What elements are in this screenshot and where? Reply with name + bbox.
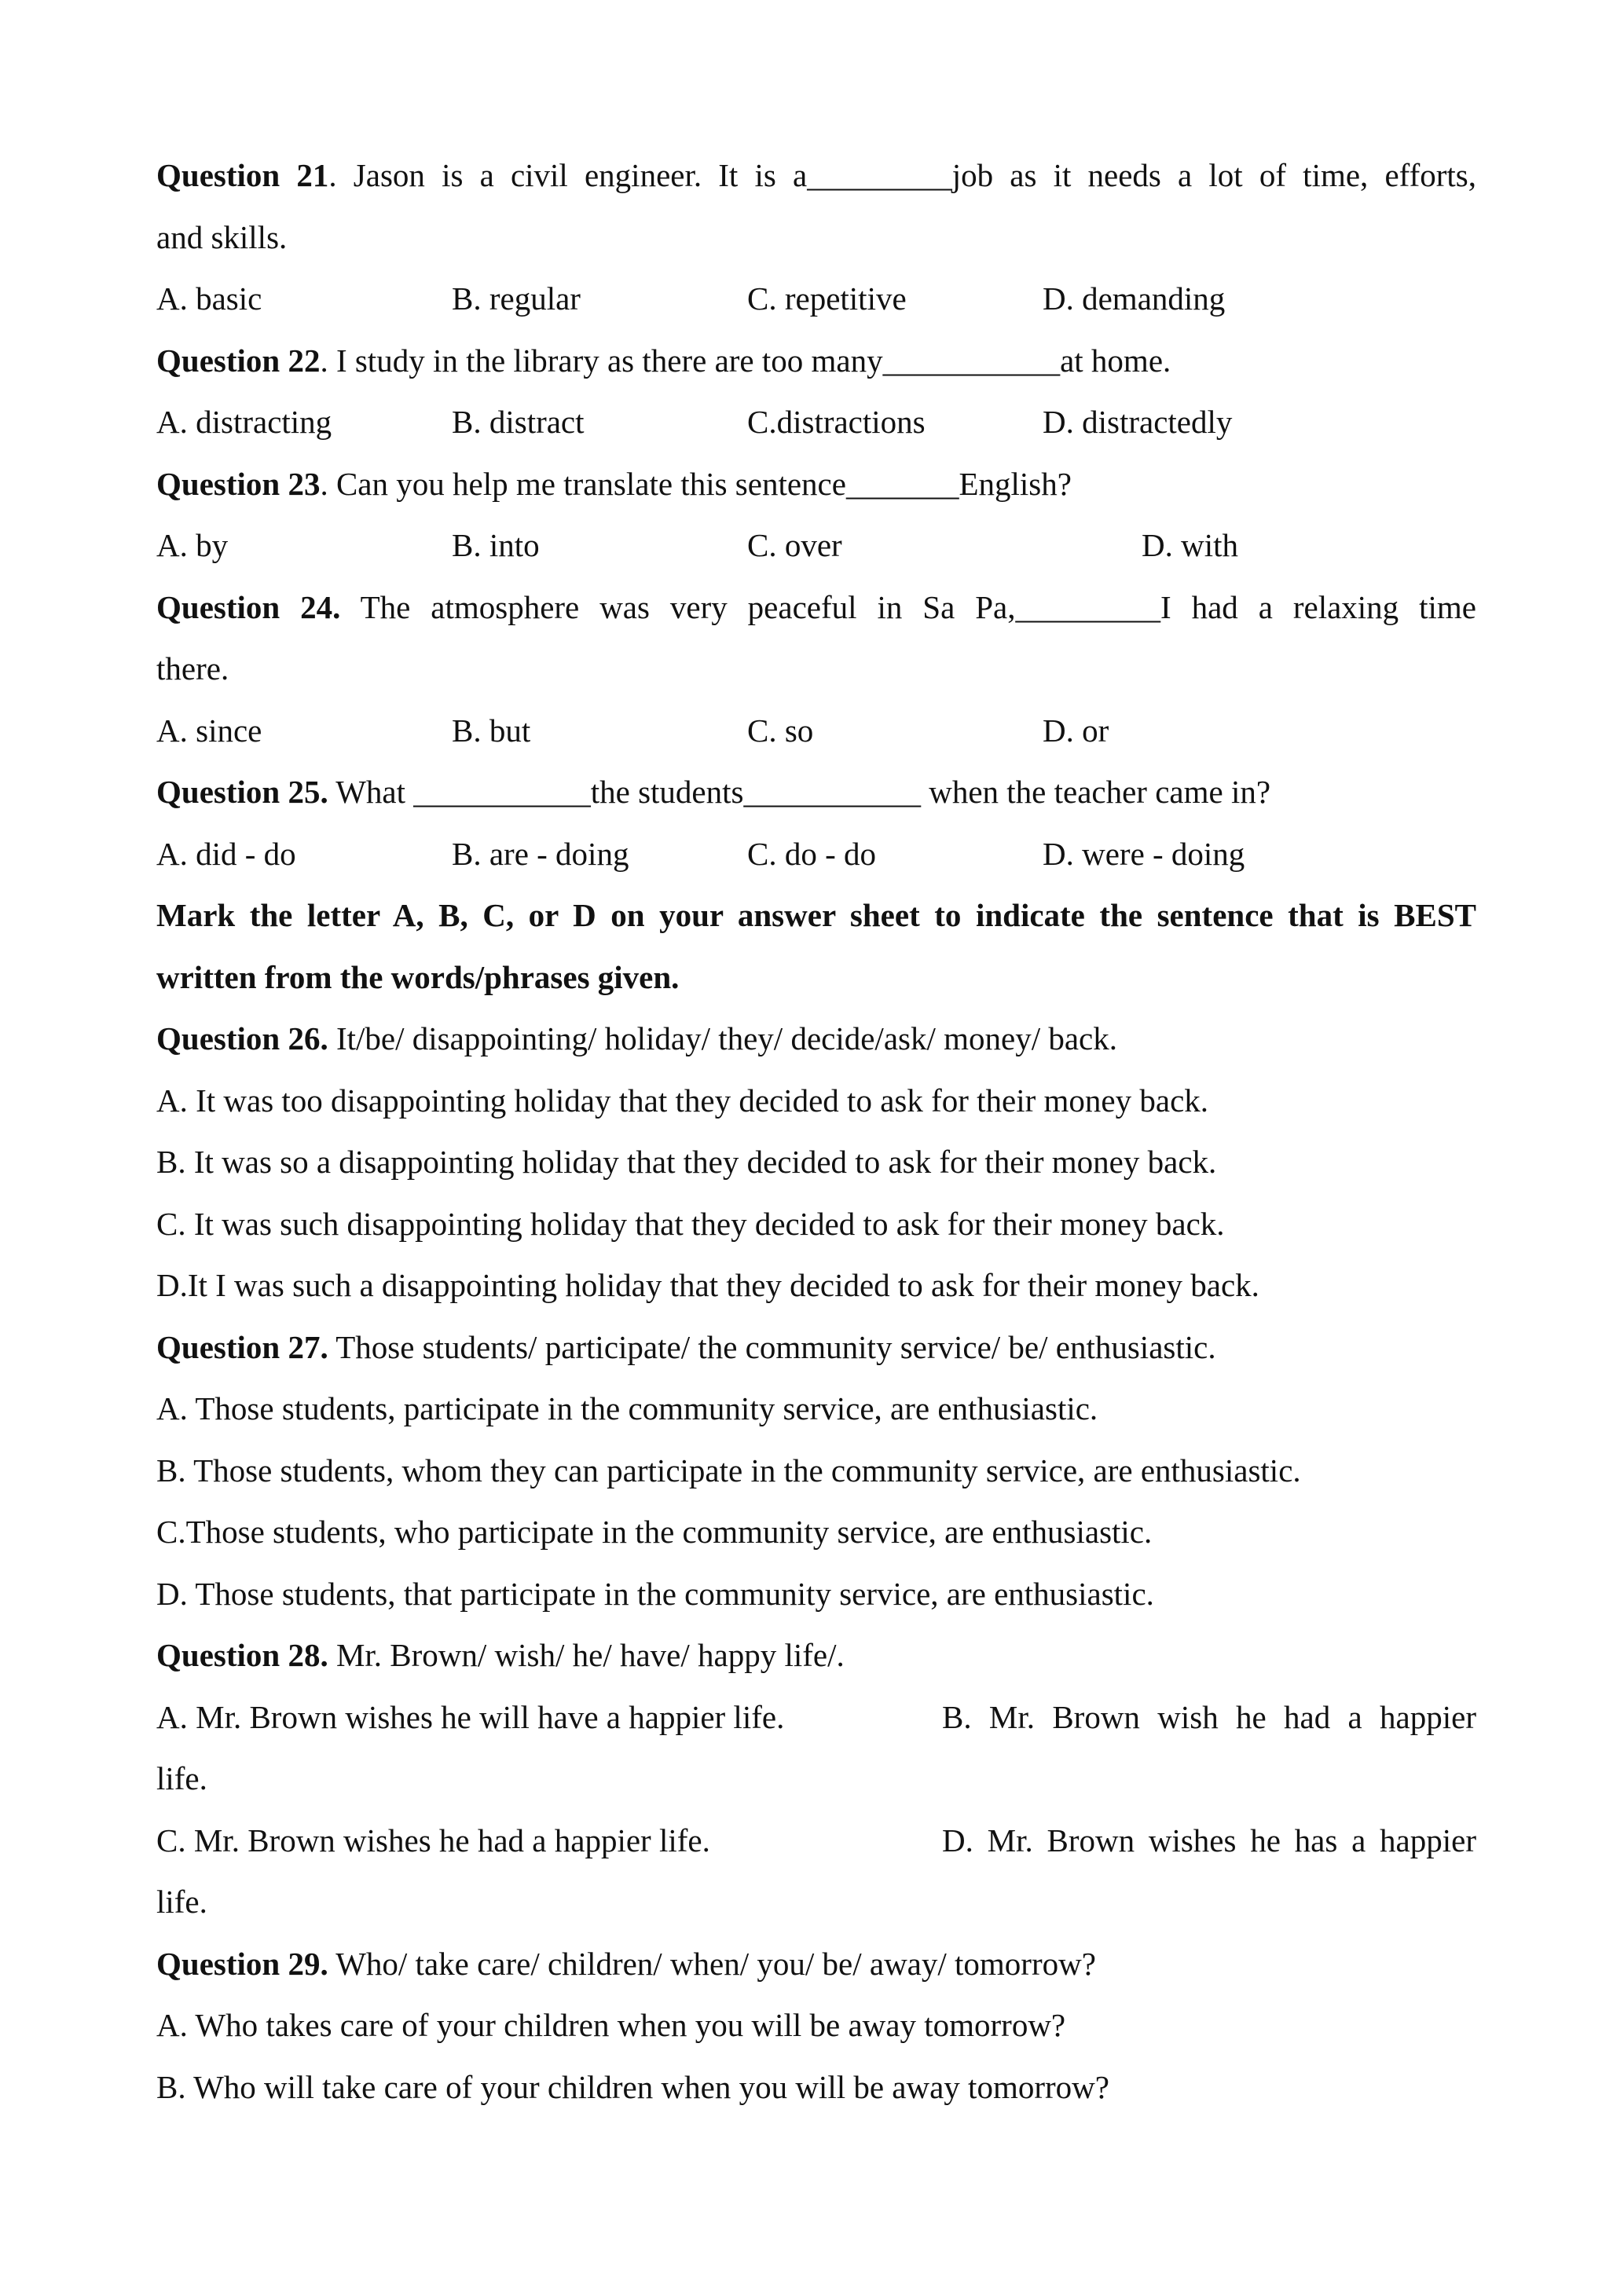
option-c: C. so bbox=[747, 712, 814, 749]
question-29-stem bbox=[156, 1933, 1476, 1995]
question-23-stem bbox=[156, 453, 1476, 515]
option-a: A. It was too disappointing holiday that they decided to ask for their money back. bbox=[156, 1082, 1209, 1119]
option-d: D. or bbox=[1043, 712, 1109, 749]
question-text: What bbox=[328, 774, 414, 810]
question-23-options bbox=[156, 514, 1476, 577]
option-d: D. Those students, that participate in the community service, are enthusiastic. bbox=[156, 1575, 1154, 1612]
question-label: Question 27. bbox=[156, 1328, 328, 1365]
question-24-options bbox=[156, 700, 1476, 762]
question-text: . I study in the library as there are too many bbox=[320, 342, 883, 379]
option-b: B. Those students, whom they can participate in the community service, are enthusiastic. bbox=[156, 1452, 1301, 1489]
question-21-stem bbox=[156, 145, 1476, 207]
question-24-stem bbox=[156, 577, 1476, 639]
question-28-options-ab bbox=[156, 1686, 1476, 1749]
question-27-stem bbox=[156, 1316, 1476, 1379]
question-28-stem bbox=[156, 1624, 1476, 1686]
option-a: A. Who takes care of your children when you will be away tomorrow? bbox=[156, 2007, 1066, 2043]
question-label: Question 23 bbox=[156, 465, 321, 502]
option-b: B. It was so a disappointing holiday that they decided to ask for their money back. bbox=[156, 1144, 1217, 1180]
option-c: C. Mr. Brown wishes he had a happier life. bbox=[156, 1822, 710, 1858]
question-label: Question 21 bbox=[156, 157, 329, 193]
option-b: B. into bbox=[452, 527, 540, 563]
option-c: C. do - do bbox=[747, 835, 876, 872]
option-c: C. It was such disappointing holiday that they decided to ask for their money back. bbox=[156, 1205, 1225, 1242]
question-text: Who/ take care/ children/ when/ you/ be/ away/ tomorrow? bbox=[328, 1945, 1096, 1982]
question-22-stem bbox=[156, 330, 1476, 392]
option-d-cont: life. bbox=[156, 1884, 207, 1920]
question-text: I had a relaxing time bbox=[1160, 588, 1476, 625]
option-c: C.distractions bbox=[747, 404, 926, 440]
answer-blank: _________ bbox=[1015, 588, 1160, 625]
exam-page bbox=[156, 145, 1476, 2118]
question-25-stem bbox=[156, 761, 1476, 823]
question-label: Question 29. bbox=[156, 1945, 328, 1982]
answer-blank: _________ bbox=[807, 157, 952, 193]
option-a: A. Mr. Brown wishes he will have a happier life. bbox=[156, 1698, 785, 1735]
question-21-stem-cont: and skills. bbox=[156, 218, 288, 255]
answer-blank: ___________ bbox=[743, 774, 921, 810]
option-b: B. Mr. Brown wish he had a happier bbox=[942, 1698, 1476, 1735]
question-text: job as it needs a lot of time, efforts, bbox=[951, 157, 1476, 193]
answer-blank: ___________ bbox=[882, 342, 1061, 379]
question-label: Question 22 bbox=[156, 342, 321, 379]
question-text: The atmosphere was very peaceful in Sa Pa, bbox=[340, 588, 1016, 625]
option-c: C.Those students, who participate in the community service, are enthusiastic. bbox=[156, 1514, 1153, 1550]
option-b: B. are - doing bbox=[452, 835, 629, 872]
option-d: D. were - doing bbox=[1043, 835, 1245, 872]
question-26-stem bbox=[156, 1008, 1476, 1070]
option-c: C. repetitive bbox=[747, 280, 907, 317]
question-label: Question 25. bbox=[156, 774, 328, 810]
question-label: Question 28. bbox=[156, 1637, 328, 1673]
question-text: the students bbox=[590, 774, 744, 810]
section-instruction: Mark the letter A, B, C, or D on your answer sheet to indicate the sentence that is BEST bbox=[156, 897, 1476, 933]
question-22-options bbox=[156, 391, 1476, 453]
question-text: . Jason is a civil engineer. It is a bbox=[328, 157, 808, 193]
option-a: A. distracting bbox=[156, 404, 332, 440]
option-d: D. distractedly bbox=[1043, 404, 1233, 440]
option-b: B. but bbox=[452, 712, 531, 749]
question-text: English? bbox=[959, 465, 1072, 502]
question-text: Those students/ participate/ the community service/ be/ enthusiastic. bbox=[328, 1328, 1216, 1365]
answer-blank: ___________ bbox=[413, 774, 591, 810]
question-24-stem-cont: there. bbox=[156, 650, 229, 687]
option-d: D.It I was such a disappointing holiday that they decided to ask for their money back. bbox=[156, 1267, 1259, 1303]
option-a: A. since bbox=[156, 712, 262, 749]
option-b: B. distract bbox=[452, 404, 585, 440]
answer-blank: _______ bbox=[845, 465, 959, 502]
section-instruction-cont: written from the words/phrases given. bbox=[156, 958, 680, 995]
question-text: . Can you help me translate this sentence bbox=[320, 465, 846, 502]
option-a: A. basic bbox=[156, 280, 262, 317]
option-c: C. over bbox=[747, 527, 842, 563]
question-label: Question 24. bbox=[156, 588, 341, 625]
option-b: B. Who will take care of your children when you will be away tomorrow? bbox=[156, 2068, 1109, 2105]
question-text: Mr. Brown/ wish/ he/ have/ happy life/. bbox=[328, 1637, 845, 1673]
question-text: at home. bbox=[1060, 342, 1171, 379]
option-a: A. by bbox=[156, 527, 229, 563]
option-b-cont: life. bbox=[156, 1760, 207, 1796]
option-b: B. regular bbox=[452, 280, 581, 317]
question-28-options-cd bbox=[156, 1810, 1476, 1872]
option-d: D. with bbox=[1142, 527, 1238, 563]
option-d: D. Mr. Brown wishes he has a happier bbox=[942, 1822, 1476, 1858]
option-d: D. demanding bbox=[1043, 280, 1226, 317]
option-a: A. Those students, participate in the community service, are enthusiastic. bbox=[156, 1390, 1098, 1426]
question-21-options bbox=[156, 268, 1476, 330]
option-a: A. did - do bbox=[156, 835, 296, 872]
question-text: when the teacher came in? bbox=[920, 774, 1271, 810]
question-25-options bbox=[156, 823, 1476, 885]
question-text: It/be/ disappointing/ holiday/ they/ decide/ask/ money/ back. bbox=[328, 1020, 1117, 1056]
question-label: Question 26. bbox=[156, 1020, 328, 1056]
